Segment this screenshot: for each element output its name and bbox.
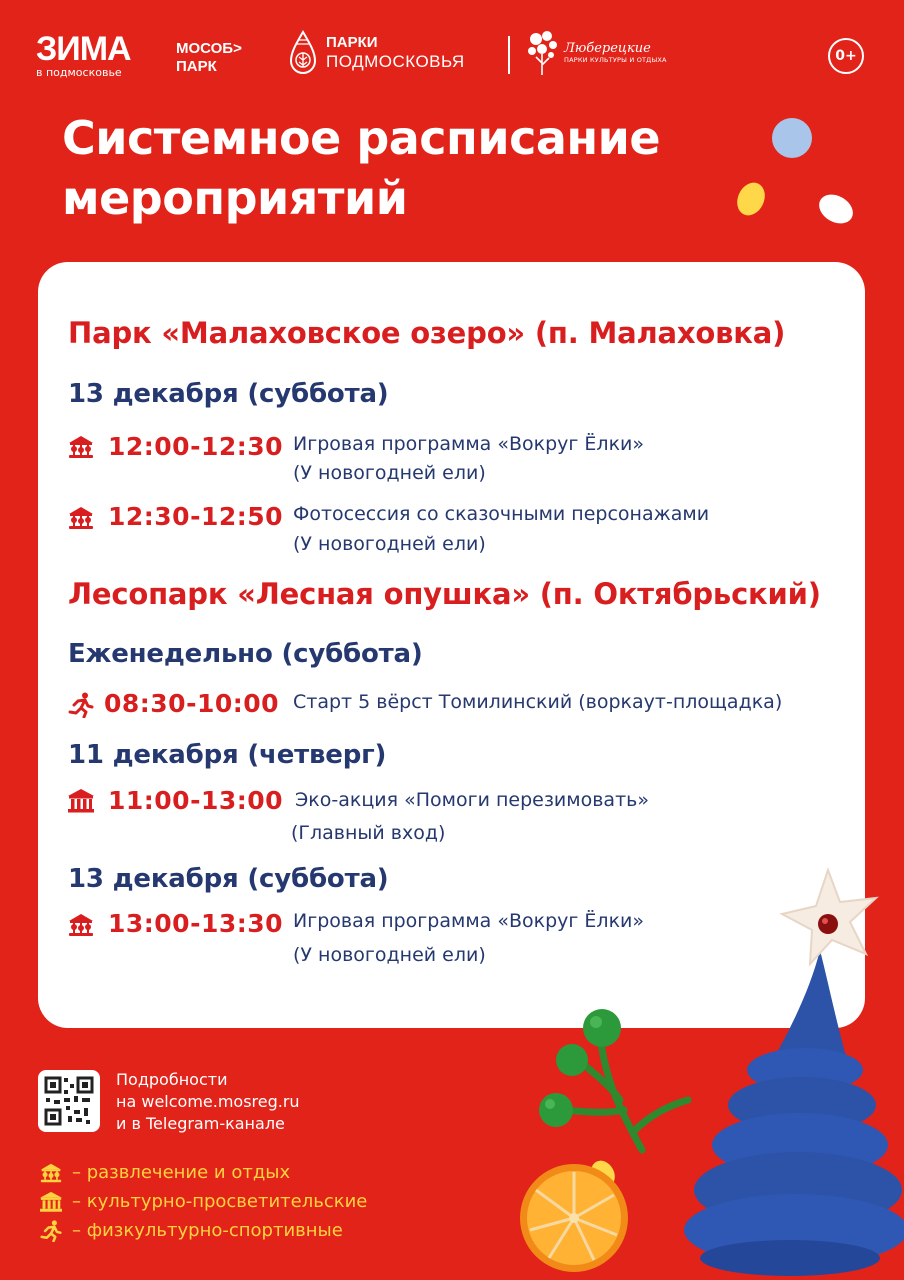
museum-icon <box>38 1191 64 1213</box>
event-title: Эко-акция «Помоги перезимовать» <box>295 789 649 811</box>
legend-item-cultural: – культурно-просветительские <box>38 1187 367 1216</box>
orange-slice-icon <box>520 1164 628 1272</box>
lyubereckie-parki-logo: Люберецкие ПАРКИ КУЛЬТУРЫ И ОТДЫХА <box>526 28 667 78</box>
decor-dot-yellow <box>732 178 770 220</box>
mosobpark-logo: МОСОБ> ПАРК <box>176 40 242 75</box>
runner-icon <box>38 1220 64 1242</box>
carousel-icon <box>67 505 95 531</box>
event-time: 13:00-13:30 <box>108 909 284 938</box>
event-place: (У новогодней ели) <box>293 533 486 555</box>
berry-branch-icon <box>539 1009 688 1150</box>
qr-code[interactable] <box>38 1070 100 1132</box>
event-time: 08:30-10:00 <box>104 689 280 718</box>
museum-icon <box>67 788 95 814</box>
event-place: (У новогодней ели) <box>293 462 486 484</box>
venue-title: Парк «Малаховское озеро» (п. Малаховка) <box>68 316 786 350</box>
event-time: 11:00-13:00 <box>108 786 284 815</box>
age-rating-badge: 0+ <box>828 38 864 74</box>
star-topper-icon <box>782 870 876 964</box>
tree-balloons-icon <box>526 29 560 77</box>
leaf-drop-icon <box>288 30 318 76</box>
event-time: 12:30-12:50 <box>108 502 284 531</box>
runner-icon <box>67 692 95 718</box>
event-time: 12:00-12:30 <box>108 432 284 461</box>
event-date: 13 декабря (суббота) <box>68 864 389 894</box>
event-title: Фотосессия со сказочными персонажами <box>293 503 710 525</box>
zima-logo: ЗИМА в подмосковье <box>36 30 131 79</box>
event-title: Игровая программа «Вокруг Ёлки» <box>293 433 645 455</box>
decor-illustration <box>520 860 904 1280</box>
knitted-tree-icon <box>684 950 904 1276</box>
event-date: 13 декабря (суббота) <box>68 379 389 409</box>
logo-divider <box>508 36 510 74</box>
carousel-icon <box>67 434 95 460</box>
venue-title: Лесопарк «Лесная опушка» (п. Октябрьский) <box>68 577 821 611</box>
event-title: Игровая программа «Вокруг Ёлки» <box>293 910 645 932</box>
event-date: Еженедельно (суббота) <box>68 639 423 669</box>
page-title: Системное расписание мероприятий <box>62 111 661 225</box>
header-logos <box>36 28 868 88</box>
event-title: Старт 5 вёрст Томилинский (воркаут-площадка) <box>293 691 783 713</box>
carousel-icon <box>38 1162 64 1184</box>
legend-item-entertainment: – развлечение и отдых <box>38 1158 367 1187</box>
legend <box>38 1158 367 1245</box>
parki-podmoskovya-logo: ПАРКИ ПОДМОСКОВЬЯ <box>288 28 465 78</box>
event-date: 11 декабря (четверг) <box>68 740 387 770</box>
event-place: (У новогодней ели) <box>293 944 486 966</box>
carousel-icon <box>67 912 95 938</box>
details-text: Подробности на welcome.mosreg.ru и в Telegram-канале <box>116 1070 300 1133</box>
event-place: (Главный вход) <box>291 822 446 844</box>
decor-dot-white <box>814 189 858 230</box>
legend-item-sports: – физкультурно-спортивные <box>38 1216 367 1245</box>
decor-dot-blue <box>772 118 812 158</box>
qr-code-icon <box>38 1070 100 1132</box>
